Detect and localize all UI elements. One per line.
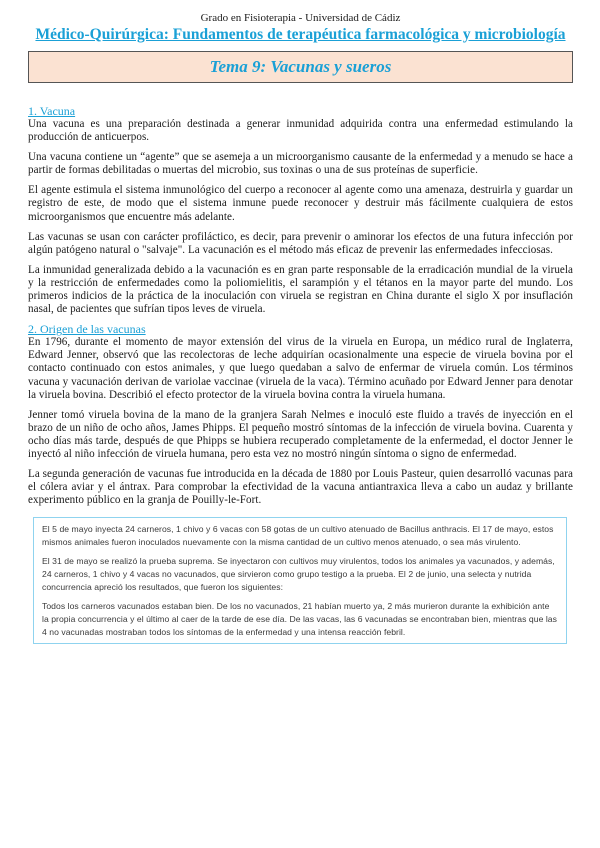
paragraph: La segunda generación de vacunas fue introducida en la década de 1880 por Louis Pasteur, quien desarrolló vacunas para el cólera aviar y el ántrax. Para comprobar la efectividad de la vacuna antiantraxica lleva a cabo un audaz y brillante experimento público en la granja de Pouilly-le-Fort. [28, 468, 573, 507]
topic-title: Tema 9: Vacunas y sueros [209, 57, 392, 76]
section-heading-origen: 2. Origen de las vacunas [28, 322, 146, 337]
paragraph: Una vacuna es una preparación destinada a generar inmunidad adquirida contra una enfermedad estimulando la producción de anticuerpos. [28, 118, 573, 144]
topic-banner [28, 51, 573, 83]
paragraph: La inmunidad generalizada debido a la vacunación es en gran parte responsable de la erradicación mundial de la viruela y la restricción de enfermedades como la poliomielitis, el sarampión y el tétanos en la mayor parte del mundo. Los primeros indicios de la práctica de la inoculación con viruela se registran en China durante el siglo X por insuflación nasal, de pacientes que sufrían tipos leves de viruela. [28, 263, 573, 316]
experiment-quote-box [33, 517, 567, 644]
subject-title: Médico-Quirúrgica: Fundamentos de terapéutica farmacológica y microbiología [35, 26, 566, 43]
paragraph: Una vacuna contiene un “agente” que se asemeja a un microorganismo causante de la enfermedad y a menudo se hace a partir de formas debilitadas o muertas del microbio, sus toxinas o una de sus proteínas de superficie. [28, 151, 573, 177]
section-heading-vacuna: 1. Vacuna [28, 104, 76, 118]
paragraph: El agente estimula el sistema inmunológico del cuerpo a reconocer al agente como una amenaza, destruirla y guardar un registro de este, de modo que el sistema inmune puede reconocer y destruir más fácilmente cualquiera de estos microorganismos que encuentre más adelante. [28, 184, 573, 223]
quote-paragraph: Todos los carneros vacunados estaban bien. De los no vacunados, 21 habían muerto ya, 2 más murieron durante la exhibición ante la propia concurrencia y el último al caer de la tarde de ese día. De las vacas, las 6 vacunadas se encontraban bien, mientras que las 4 no vacunadas mostraban todos los síntomas de la enfermedad y una intensa reacción febril. [42, 601, 557, 638]
quote-paragraph: El 5 de mayo inyecta 24 carneros, 1 chivo y 6 vacas con 58 gotas de un cultivo atenuado de Bacillus anthracis. El 17 de mayo, estos mismos animales fueron inoculados nuevamente con la misma cantidad de un cultivo menos atenuado, o sea más virulento. [42, 524, 554, 548]
paragraph: Las vacunas se usan con carácter profiláctico, es decir, para prevenir o aminorar los efectos de una futura infección por algún patógeno natural o "salvaje". La vacunación es el método más eficaz de prevenir las enfermedades infecciosas. [28, 230, 573, 256]
quote-paragraph: El 31 de mayo se realizó la prueba suprema. Se inyectaron con cultivos muy virulentos, todos los animales ya vacunados, y además, 24 carneros, 1 chivo y 4 vacas no vacunados, que sirvieron como grupo testigo a la prueba. El 2 de junio, una selecta y nutrida concurrencia apreció los resultados, que fueron los siguientes: [42, 556, 555, 593]
paragraph: En 1796, durante el momento de mayor extensión del virus de la viruela en Europa, un médico rural de Inglaterra, Edward Jenner, observó que las recolectoras de leche adquirían ocasionalmente una especie de viruela bovina por el contacto continuado con estos animales, y que luego quedaban a salvo de enfermar de viruela común. Los términos vacuna y vacunación derivan de variolae vaccinae (viruela de la vaca). Término acuñado por Edward Jenner para denotar la viruela bovina. Describió el efecto protector de la viruela bovina contra la viruela humana. [28, 336, 573, 401]
paragraph: Jenner tomó viruela bovina de la mano de la granjera Sarah Nelmes e inoculó este fluido a través de inyección en el brazo de un niño de ocho años, James Phipps. El pequeño mostró síntomas de la infección de viruela bovina. Cuarenta y ocho días más tarde, después de que Phipps se hubiera recuperado completamente de la enfermedad, el doctor Jenner le inyectó al niño infección de viruela humana, pero esta vez no mostró ningún síntoma o signo de enfermedad. [28, 408, 573, 460]
degree-header: Grado en Fisioterapia - Universidad de Cádiz [200, 12, 401, 24]
